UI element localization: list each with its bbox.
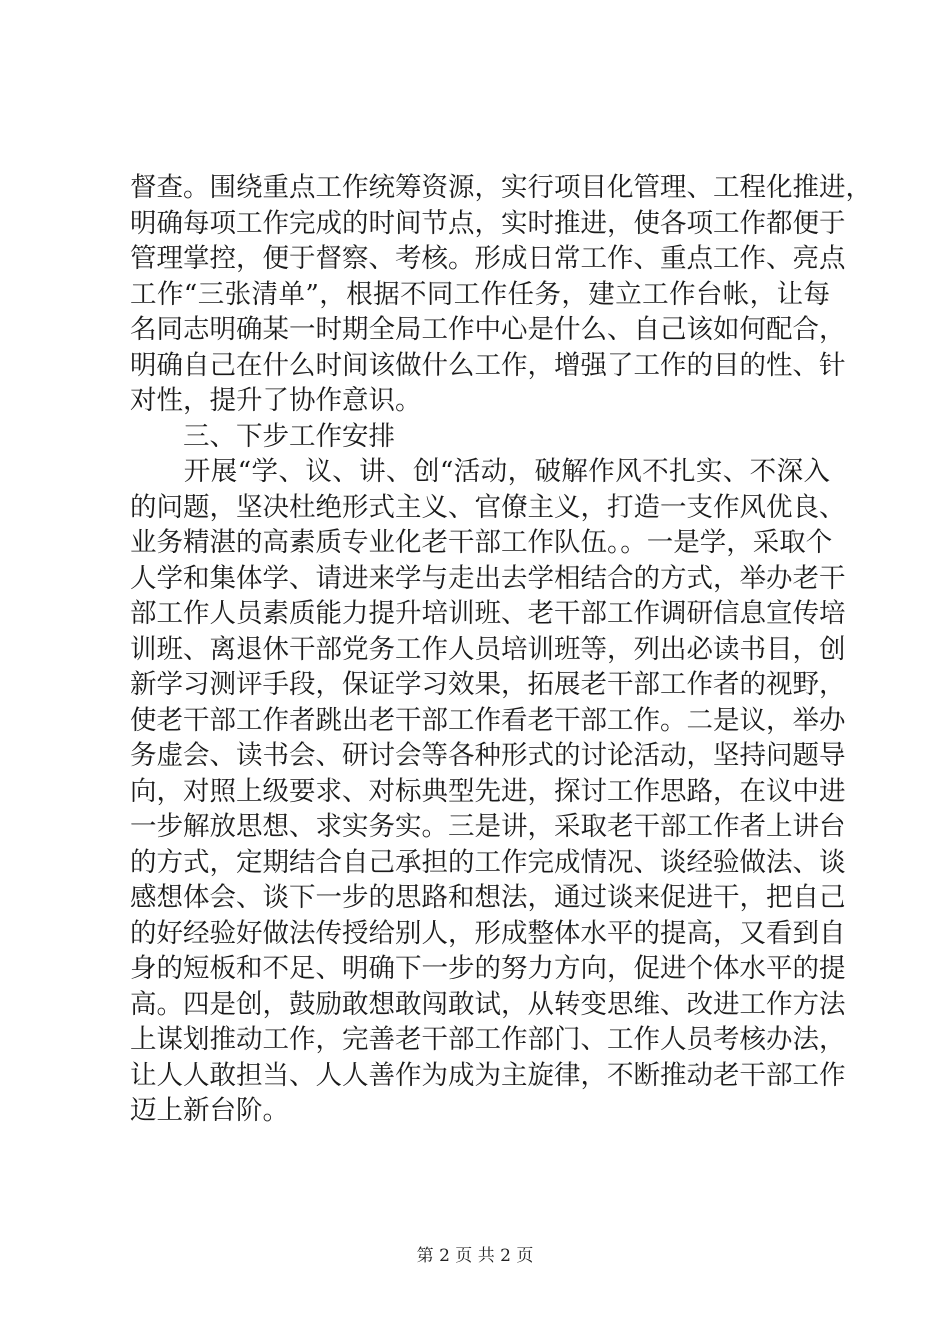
text-line: 人学和集体学、请进来学与走出去学相结合的方式，举办老干 — [130, 562, 846, 594]
paragraph-end-line: 对性，提升了协作意识。 — [130, 385, 422, 416]
text-line: 部工作人员素质能力提升培训班、老干部工作调研信息宣传培 — [130, 598, 846, 629]
page-footer: 第 2 页 共 2 页 — [416, 1246, 534, 1266]
text-line: 工作“三张清单”，根据不同工作任务，建立工作台帐，让每 — [130, 278, 830, 310]
text-line: 的方式，定期结合自己承担的工作完成情况、谈经验做法、谈 — [130, 846, 846, 878]
text-line: 感想体会、谈下一步的思路和想法，通过谈来促进干，把自己 — [130, 882, 846, 913]
text-line: 的好经验好做法传授给别人，形成整体水平的提高，又看到自 — [130, 917, 846, 949]
text-line: 业务精湛的高素质专业化老干部工作队伍。。一是学，采取个 — [130, 527, 833, 558]
text-line: 管理掌控，便于督察、考核。形成日常工作、重点工作、亮点 — [130, 243, 846, 274]
text-line: 名同志明确某一时期全局工作中心是什么、自己该如何配合， — [130, 314, 846, 345]
text-line: 高。四是创，鼓励敢想敢闯敢试，从转变思维、改进工作方法 — [130, 988, 846, 1020]
text-line: 训班、离退休干部党务工作人员培训班等，列出必读书目，创 — [130, 633, 846, 665]
text-line: 一步解放思想、求实务实。三是讲，采取老干部工作者上讲台 — [130, 811, 846, 842]
text-line: 明确自己在什么时间该做什么工作，增强了工作的目的性、针 — [130, 349, 846, 381]
text-line: 新学习测评手段，保证学习效果，拓展老干部工作者的视野， — [130, 669, 846, 700]
text-line: 开展“学、议、讲、创“活动，破解作风不扎实、不深入 — [130, 456, 830, 487]
text-line: 身的短板和不足、明确下一步的努力方向，促进个体水平的提 — [130, 953, 846, 984]
text-line: 向，对照上级要求、对标典型先进，探讨工作思路，在议中进 — [130, 775, 846, 807]
section-heading: 三、下步工作安排 — [130, 420, 395, 452]
text-line: 让人人敢担当、人人善作为成为主旋律，不断推动老干部工作 — [130, 1059, 846, 1091]
document-body — [130, 170, 872, 1129]
text-line: 务虚会、读书会、研讨会等各种形式的讨论活动，坚持问题导 — [130, 740, 846, 771]
text-line: 督查。围绕重点工作统筹资源，实行项目化管理、工程化推进， — [130, 172, 872, 203]
text-line: 的问题，坚决杜绝形式主义、官僚主义，打造一支作风优良、 — [130, 491, 846, 523]
text-line: 使老干部工作者跳出老干部工作看老干部工作。二是议，举办 — [130, 704, 846, 736]
text-line: 上谋划推动工作，完善老干部工作部门、工作人员考核办法， — [130, 1024, 846, 1055]
paragraph-end-line: 迈上新台阶。 — [130, 1095, 289, 1126]
text-line: 明确每项工作完成的时间节点，实时推进，使各项工作都便于 — [130, 207, 846, 239]
